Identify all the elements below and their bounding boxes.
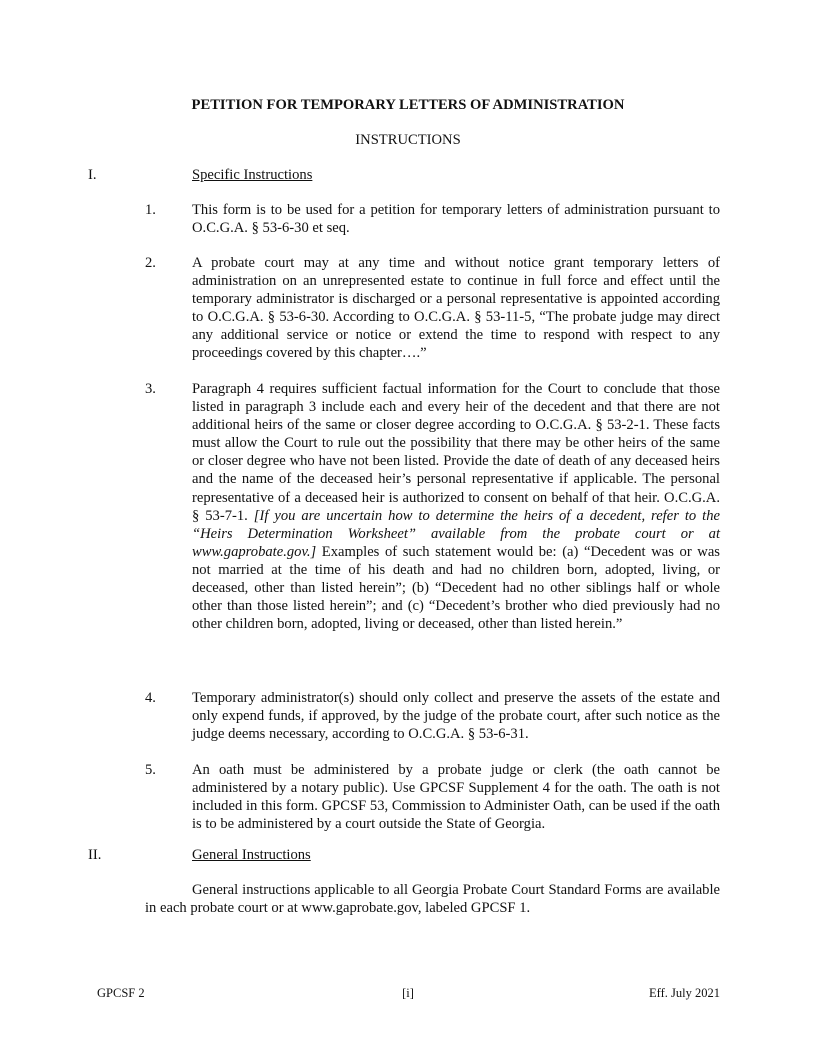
section-heading: General Instructions xyxy=(192,847,311,863)
item-text: Temporary administrator(s) should only collect and preserve the assets of the estate and only expend funds, if approved, by the judge of the probate court, after such notice as the judge deems necessary, according to O.C.G.A. § 53-6-31. xyxy=(192,690,720,743)
item-text: A probate court may at any time and without notice grant temporary letters of administration on an unrepresented estate to continue in full force and effect until the temporary administrator is discharged or a personal representative is appointed according to O.C.G.A. § 53-6-30. According to O.C.G.A. § 53-11-5, “The probate judge may direct any additional service or notice or extend the time to respond with respect to any proceedings covered by this chapter….” xyxy=(192,255,720,362)
section-numeral: II. xyxy=(88,847,102,863)
item-number: 2. xyxy=(145,255,156,271)
item-text xyxy=(192,380,720,633)
item-text-part: Paragraph 4 requires sufficient factual information for the Court to conclude that those listed in paragraph 3 include each and every heir of the decedent and that there are not additional heirs of the same or closer degree according to O.C.G.A. § 53-2-1. These facts must allow the Court to rule out the possibility that there may be other heirs of the same or closer degree who have not been listed. Provide the date of death of any deceased heirs and the name of the deceased heir’s personal representative if applicable. The personal representative of a deceased heir is authorized to consent on behalf of that heir. O.C.G.A. § 53-7-1. xyxy=(192,381,720,524)
item-number: 3. xyxy=(145,381,156,397)
general-instructions-text: General instructions applicable to all Georgia Probate Court Standard Forms are available in each probate court or at www.gaprobate.gov, labeled GPCSF 1. xyxy=(145,882,720,917)
footer-effective-date: Eff. July 2021 xyxy=(649,986,720,1000)
item-number: 4. xyxy=(145,690,156,706)
section-heading: Specific Instructions xyxy=(192,167,313,183)
item-text: This form is to be used for a petition for temporary letters of administration pursuant to O.C.G.A. § 53-6-30 et seq. xyxy=(192,202,720,237)
item-text: An oath must be administered by a probate judge or clerk (the oath cannot be administered by a notary public). Use GPCSF Supplement 4 for the oath. The oath is not included in this form. GPCSF 53, Commission to Administer Oath, can be used if the oath is to be administered by a court outside the State of Georgia. xyxy=(192,762,720,833)
italic-note: [If you are uncertain how to determine the heirs of a decedent, refer to the “Heirs Determination Worksheet” available from the probate court or at www.gaprobate.gov.] xyxy=(192,507,720,560)
section-numeral: I. xyxy=(88,167,97,183)
document-title: PETITION FOR TEMPORARY LETTERS OF ADMINISTRATION xyxy=(191,97,625,113)
item-number: 1. xyxy=(145,202,156,218)
item-text-part: Examples of such statement would be: (a) “Decedent was or was not married at the time of his death and had no children born, adopted, living, or deceased, other than listed herein”; (b) “Decedent had no other siblings half or whole other than those listed herein”; and (c) “Decedent’s brother who died previously had no other children born, adopted, living or deceased, other than listed herein.” xyxy=(192,543,720,633)
document-subtitle: INSTRUCTIONS xyxy=(355,132,461,148)
item-number: 5. xyxy=(145,762,156,778)
footer-page-number: [i] xyxy=(402,986,414,1000)
footer-form-id: GPCSF 2 xyxy=(97,986,145,1000)
